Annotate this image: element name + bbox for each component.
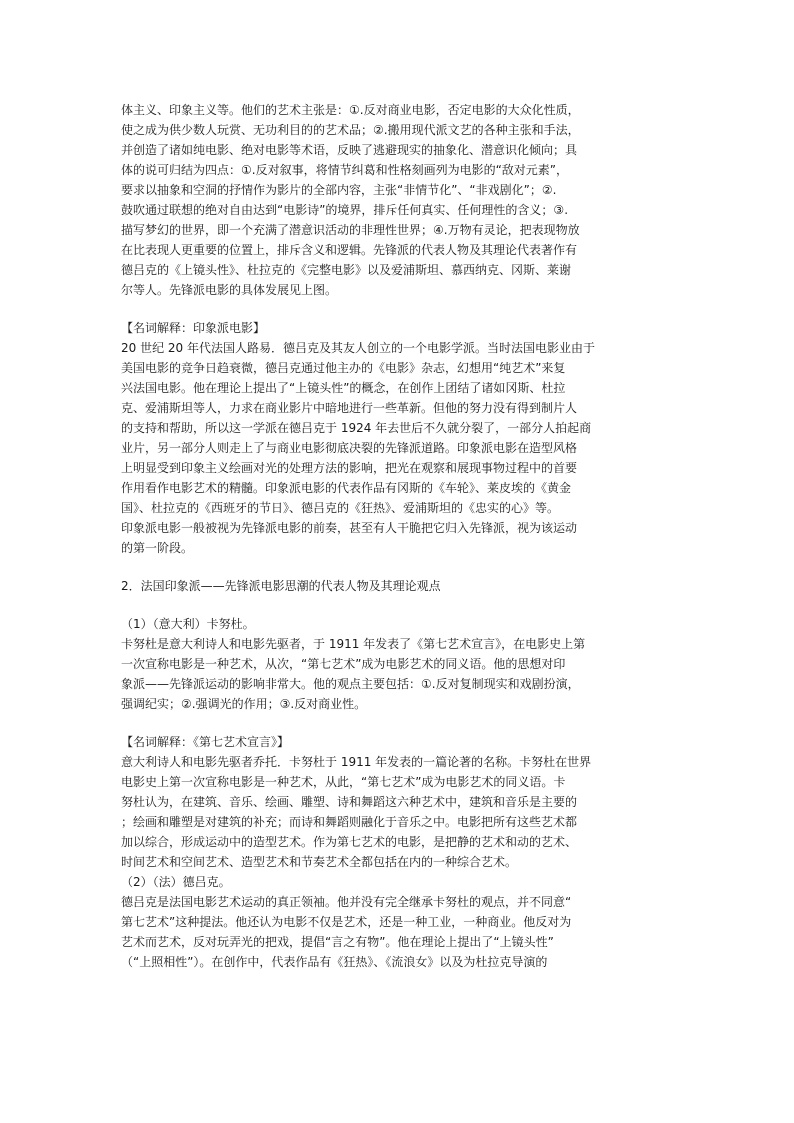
paragraph-seventh-art [121, 752, 681, 872]
text-line: 电影史上第一次宣称电影是一种艺术，从此，“第七艺术”成为电影艺术的同义语。卡 [121, 775, 566, 789]
text-line: 尔等人。先锋派电影的具体发展见上图。 [121, 283, 338, 297]
term-heading-impressionist-film: 【名词解释：印象派电影】 [121, 321, 266, 335]
paragraph-canudo [121, 634, 681, 714]
text-line: 20 世纪 20 年代法国人路易．德吕克及其友人创立的一个电影学派。当时法国电影业由于 [121, 341, 595, 355]
text-line: 美国电影的竞争日趋衰微，德吕克通过他主办的《电影》杂志，幻想用“纯艺术”来复 [121, 361, 566, 375]
text-line: （“上照相性”）。在创作中，代表作品有《狂热》、《流浪女》以及为杜拉克导演的 [121, 955, 548, 969]
subsection-heading-canudo: （1）（意大利）卡努杜。 [121, 617, 255, 631]
subsection-heading-delluc: （2）（法）德吕克。 [121, 875, 231, 889]
text-line: 印象派电影一般被视为先锋派电影的前奏，甚至有人干脆把它归入先锋派，视为该运动 [121, 521, 578, 535]
paragraph-gap [121, 300, 681, 318]
text-line: 在比表现人更重要的位置上，排斥含义和逻辑。先锋派的代表人物及其理论代表著作有 [121, 243, 578, 257]
text-line: 体的说可归结为四点：①.反对叙事，将情节纠葛和性格刻画列为电影的“敌对元素”， [121, 163, 569, 177]
text-line: 德吕克是法国电影艺术运动的真正领袖。他并没有完全继承卡努杜的观点，并不同意“ [121, 895, 572, 909]
text-line: 意大利诗人和电影先驱者乔托．卡努杜于 1911 年发表的一篇论著的名称。卡努杜在世界 [121, 755, 592, 769]
paragraph-gap [121, 558, 681, 576]
paragraph-delluc [121, 892, 681, 972]
text-line: 国》、杜拉克的《西班牙的节日》、德吕克的《狂热》、爱浦斯坦的《忠实的心》等。 [121, 501, 560, 515]
text-line: 卡努杜是意大利诗人和电影先驱者，于 1911 年发表了《第七艺术宣言》，在电影史上第 [121, 637, 586, 651]
text-line: 使之成为供少数人玩赏、无功利目的的艺术品；②.搬用现代派文艺的各种主张和手法， [121, 123, 580, 137]
document-page [121, 100, 681, 972]
text-line: 克、爱浦斯坦等人，力求在商业影片中暗地进行一些革新。但他的努力没有得到制片人 [121, 401, 578, 415]
paragraph-gap [121, 596, 681, 614]
text-line: 努杜认为，在建筑、音乐、绘画、雕塑、诗和舞蹈这六种艺术中，建筑和音乐是主要的 [121, 795, 578, 809]
paragraph-impressionist-film [121, 338, 681, 558]
text-line: 时间艺术和空间艺术、造型艺术和节奏艺术全都包括在内的一种综合艺术。 [121, 855, 518, 869]
text-line: 描写梦幻的世界，即一个充满了潜意识活动的非理性世界；④.万物有灵论，把表现物放 [121, 223, 580, 237]
paragraph-gap [121, 714, 681, 732]
text-line: 加以综合，形成运动中的造型艺术。作为第七艺术的电影，是把静的艺术和动的艺术、 [121, 835, 578, 849]
text-line: 上明显受到印象主义绘画对光的处理方法的影响，把光在观察和展现事物过程中的首要 [121, 461, 578, 475]
text-line: 强调纪实；②.强调光的作用；③.反对商业性。 [121, 697, 367, 711]
text-line: 并创造了诸如纯电影、绝对电影等术语，反映了逃避现实的抽象化、潜意识化倾向；具 [121, 143, 578, 157]
text-line: 兴法国电影。他在理论上提出了“上镜头性”的概念，在创作上团结了诸如冈斯、杜拉 [121, 381, 566, 395]
text-line: 德吕克的《上镜头性》、杜拉克的《完整电影》以及爱浦斯坦、慕西纳克、冈斯、莱谢 [121, 263, 572, 277]
text-line: 艺术而艺术，反对玩弄光的把戏，提倡“言之有物”。他在理论上提出了“上镜头性” [121, 935, 554, 949]
text-line: 作用看作电影艺术的精髓。印象派电影的代表作品有冈斯的《车轮》、莱皮埃的《黄金 [121, 481, 572, 495]
text-line: 鼓吹通过联想的绝对自由达到“电影诗”的境界，排斥任何真实、任何理性的含义；③. [121, 203, 569, 217]
text-line: 要求以抽象和空洞的抒情作为影片的全部内容，主张“非情节化”、“非戏剧化”；②. [121, 183, 557, 197]
text-line: 象派——先锋派运动的影响非常大。他的观点主要包括：①.反对复制现实和戏剧扮演， [121, 677, 580, 691]
text-line: 的第一阶段。 [121, 541, 194, 555]
text-line: 业片，另一部分人则走上了与商业电影彻底决裂的先锋派道路。印象派电影在造型风格 [121, 441, 578, 455]
text-line: 体主义、印象主义等。他们的艺术主张是：①.反对商业电影，否定电影的大众化性质， [121, 103, 580, 117]
section-heading-2: 2．法国印象派——先锋派电影思潮的代表人物及其理论观点 [121, 579, 441, 593]
text-line: 的支持和帮助，所以这一学派在德吕克于 1924 年去世后不久就分裂了，一部分人拍起商 [121, 421, 592, 435]
text-line: 第七艺术”这种提法。他还认为电影不仅是艺术，还是一种工业，一种商业。他反对为 [121, 915, 572, 929]
text-line: 一次宣称电影是一种艺术，从次，“第七艺术”成为电影艺术的同义语。他的思想对印 [121, 657, 566, 671]
paragraph-avant-garde-principles [121, 100, 681, 300]
text-line: ；绘画和雕塑是对建筑的补充；而诗和舞蹈则融化于音乐之中。电影把所有这些艺术都 [121, 815, 578, 829]
term-heading-seventh-art: 【名词解释：《第七艺术宣言》】 [121, 735, 290, 749]
